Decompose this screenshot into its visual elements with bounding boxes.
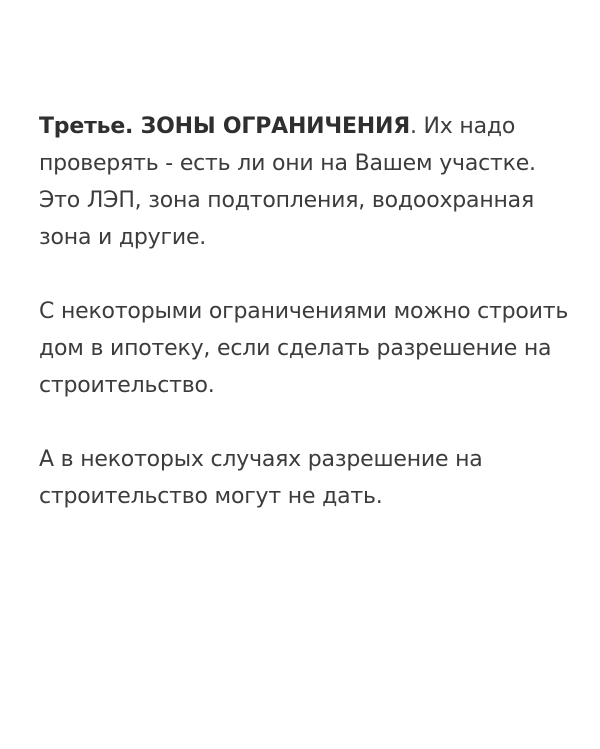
heading-zones: Третье. ЗОНЫ ОГРАНИЧЕНИЯ	[39, 114, 410, 139]
paragraph-zones-text: . Их надо проверять - есть ли они на Вашем участке. Это ЛЭП, зона подтопления, водоохранная зона и другие.	[39, 114, 536, 250]
paragraph-denial: А в некоторых случаях разрешение на строительство могут не дать.	[39, 447, 483, 509]
paragraph-zones	[39, 108, 569, 256]
post-text	[39, 108, 569, 552]
paragraph-mortgage: С некоторыми ограничениями можно строить дом в ипотеку, если сделать разрешение на строительство.	[39, 299, 569, 398]
